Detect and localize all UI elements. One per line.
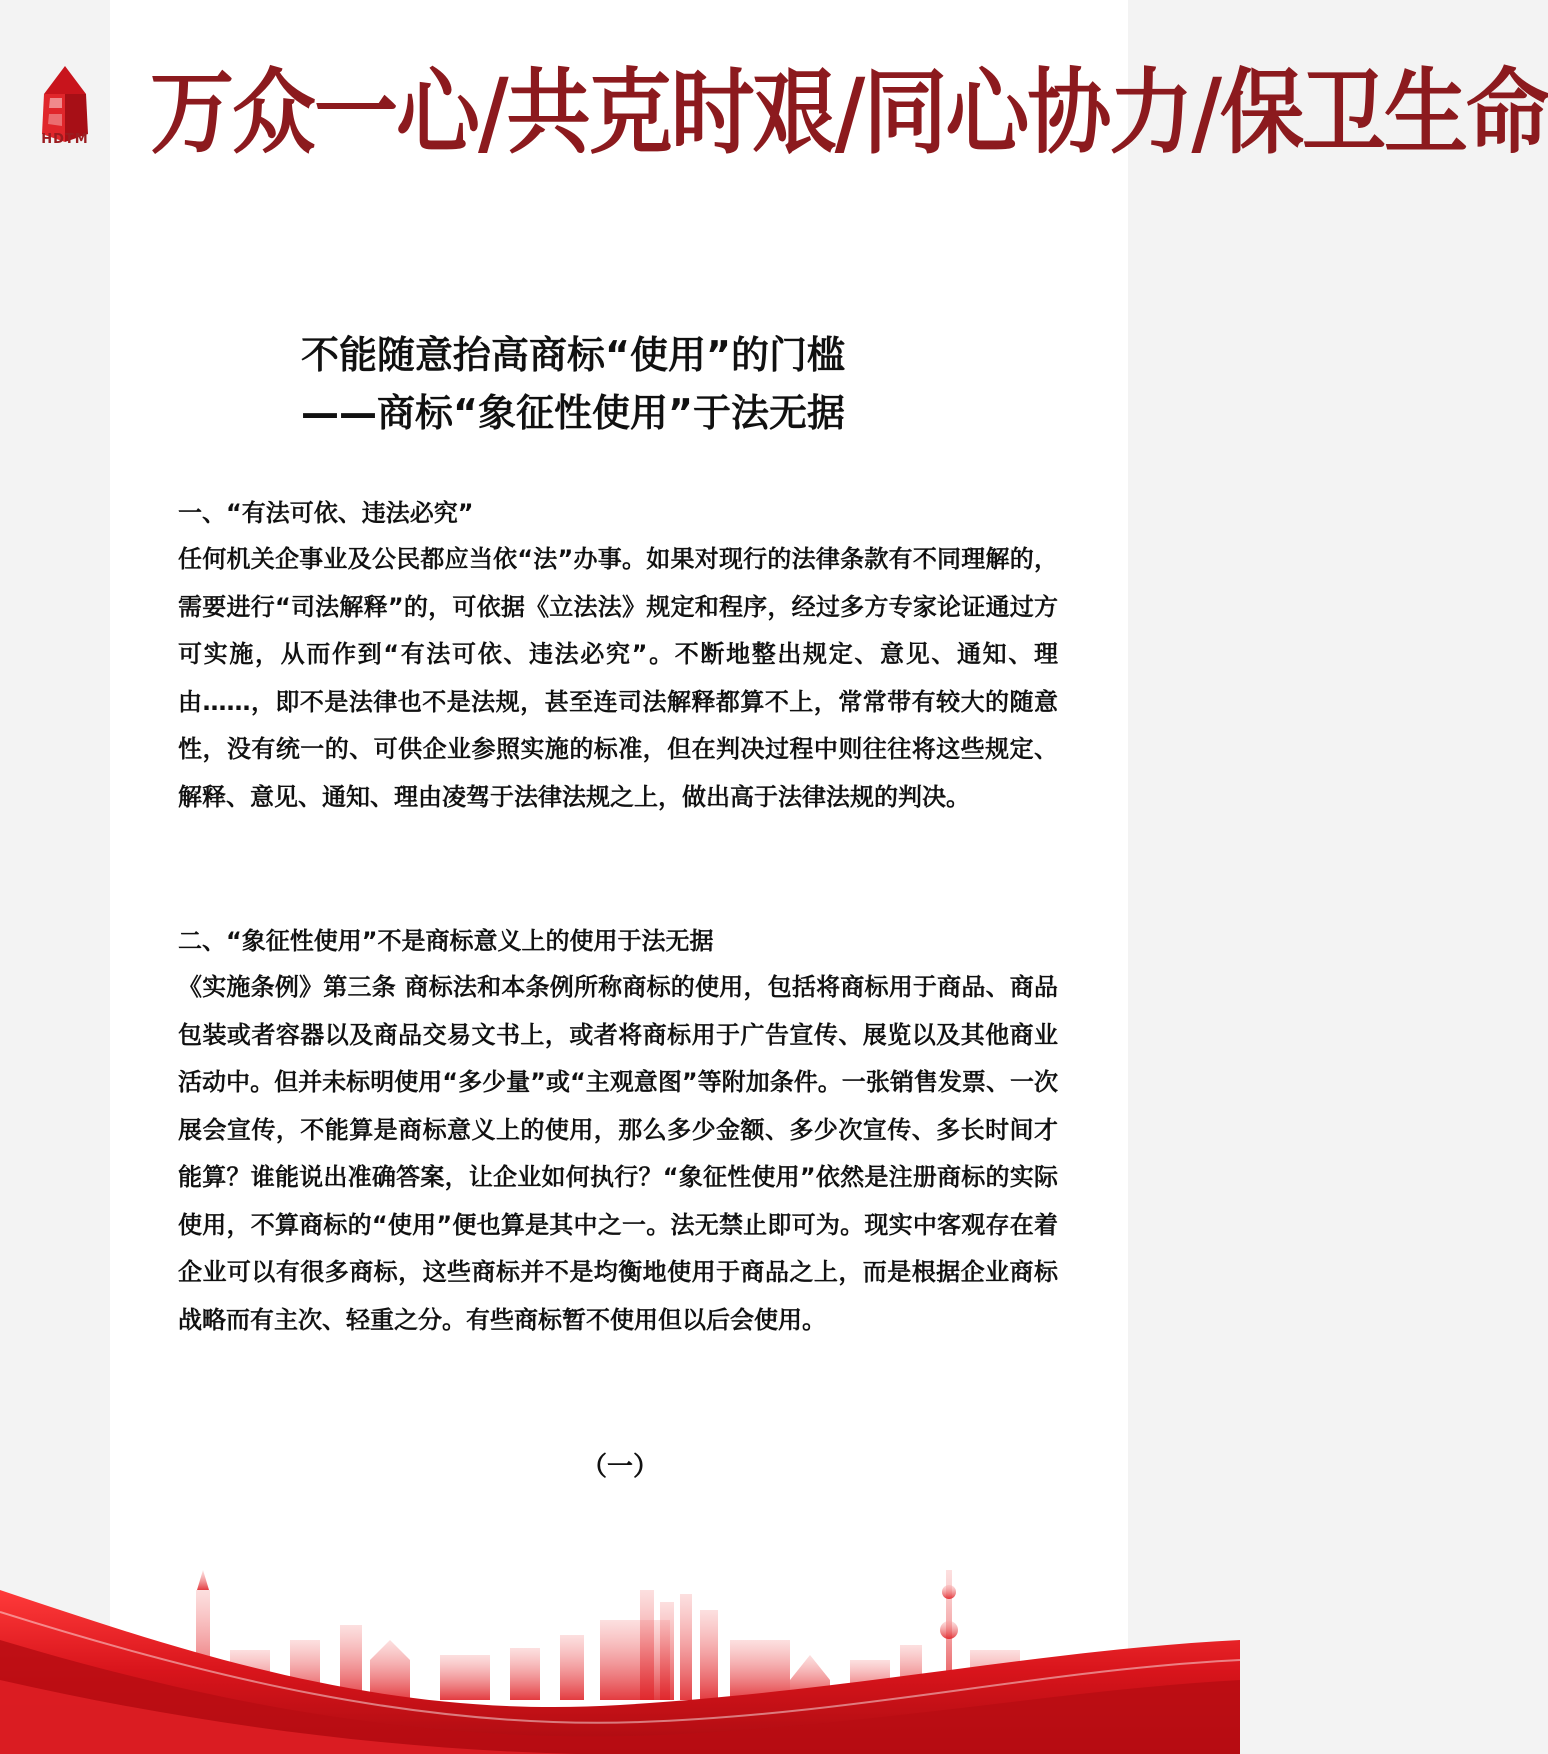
section-1-heading: 一、“有法可依、违法必究” — [178, 499, 474, 527]
logo-text: HDTM — [41, 132, 89, 147]
title-line-1: 不能随意抬高商标“使用”的门槛 — [301, 333, 845, 377]
title-line-2: ——商标“象征性使用”于法无据 — [301, 391, 845, 435]
section-2-heading: 二、“象征性使用”不是商标意义上的使用于法无据 — [178, 927, 714, 955]
section-2 — [178, 918, 1058, 1344]
document-page — [110, 0, 1548, 1754]
section-2-body: 《实施条例》第三条 商标法和本条例所称商标的使用，包括将商标用于商品、商品包装或者容器以及商品交易文书上，或者将商标用于广告宣传、展览以及其他商业活动中。但并未标明使用“多少量”或“主观意图”等附加条件。一张销售发票、一次展会宣传，不能算是商标意义上的使用，那么多少金额、多少次宣传、多长时间才能算？谁能说出准确答案，让企业如何执行？“象征性使用”依然是注册商标的实际使用，不算商标的“使用”便也算是其中之一。法无禁止即可为。现实中客观存在着企业可以有很多商标，这些商标并不是均衡地使用于商品之上，而是根据企业商标战略而有主次、轻重之分。有些商标暂不使用但以后会使用。 — [178, 973, 1058, 1334]
page-number: （一） — [580, 1452, 659, 1482]
section-1-body: 任何机关企事业及公民都应当依“法”办事。如果对现行的法律条款有不同理解的，需要进行“司法解释”的，可依据《立法法》规定和程序，经过多方专家论证通过方可实施，从而作到“有法可依、违法必究”。不断地整出规定、意见、通知、理由……，即不是法律也不是法规，甚至连司法解释都算不上，常常带有较大的随意性，没有统一的、可供企业参照实施的标准，但在判决过程中则往往将这些规定、解释、意见、通知、理由凌驾于法律法规之上，做出高于法律法规的判决。 — [178, 545, 1058, 811]
section-1 — [178, 490, 1058, 821]
header-slogan: 万众一心/共克时艰/同心协力/保卫生命 — [150, 58, 1548, 167]
article-title — [178, 326, 968, 442]
city-skyline-wave-decoration — [0, 1530, 1240, 1754]
